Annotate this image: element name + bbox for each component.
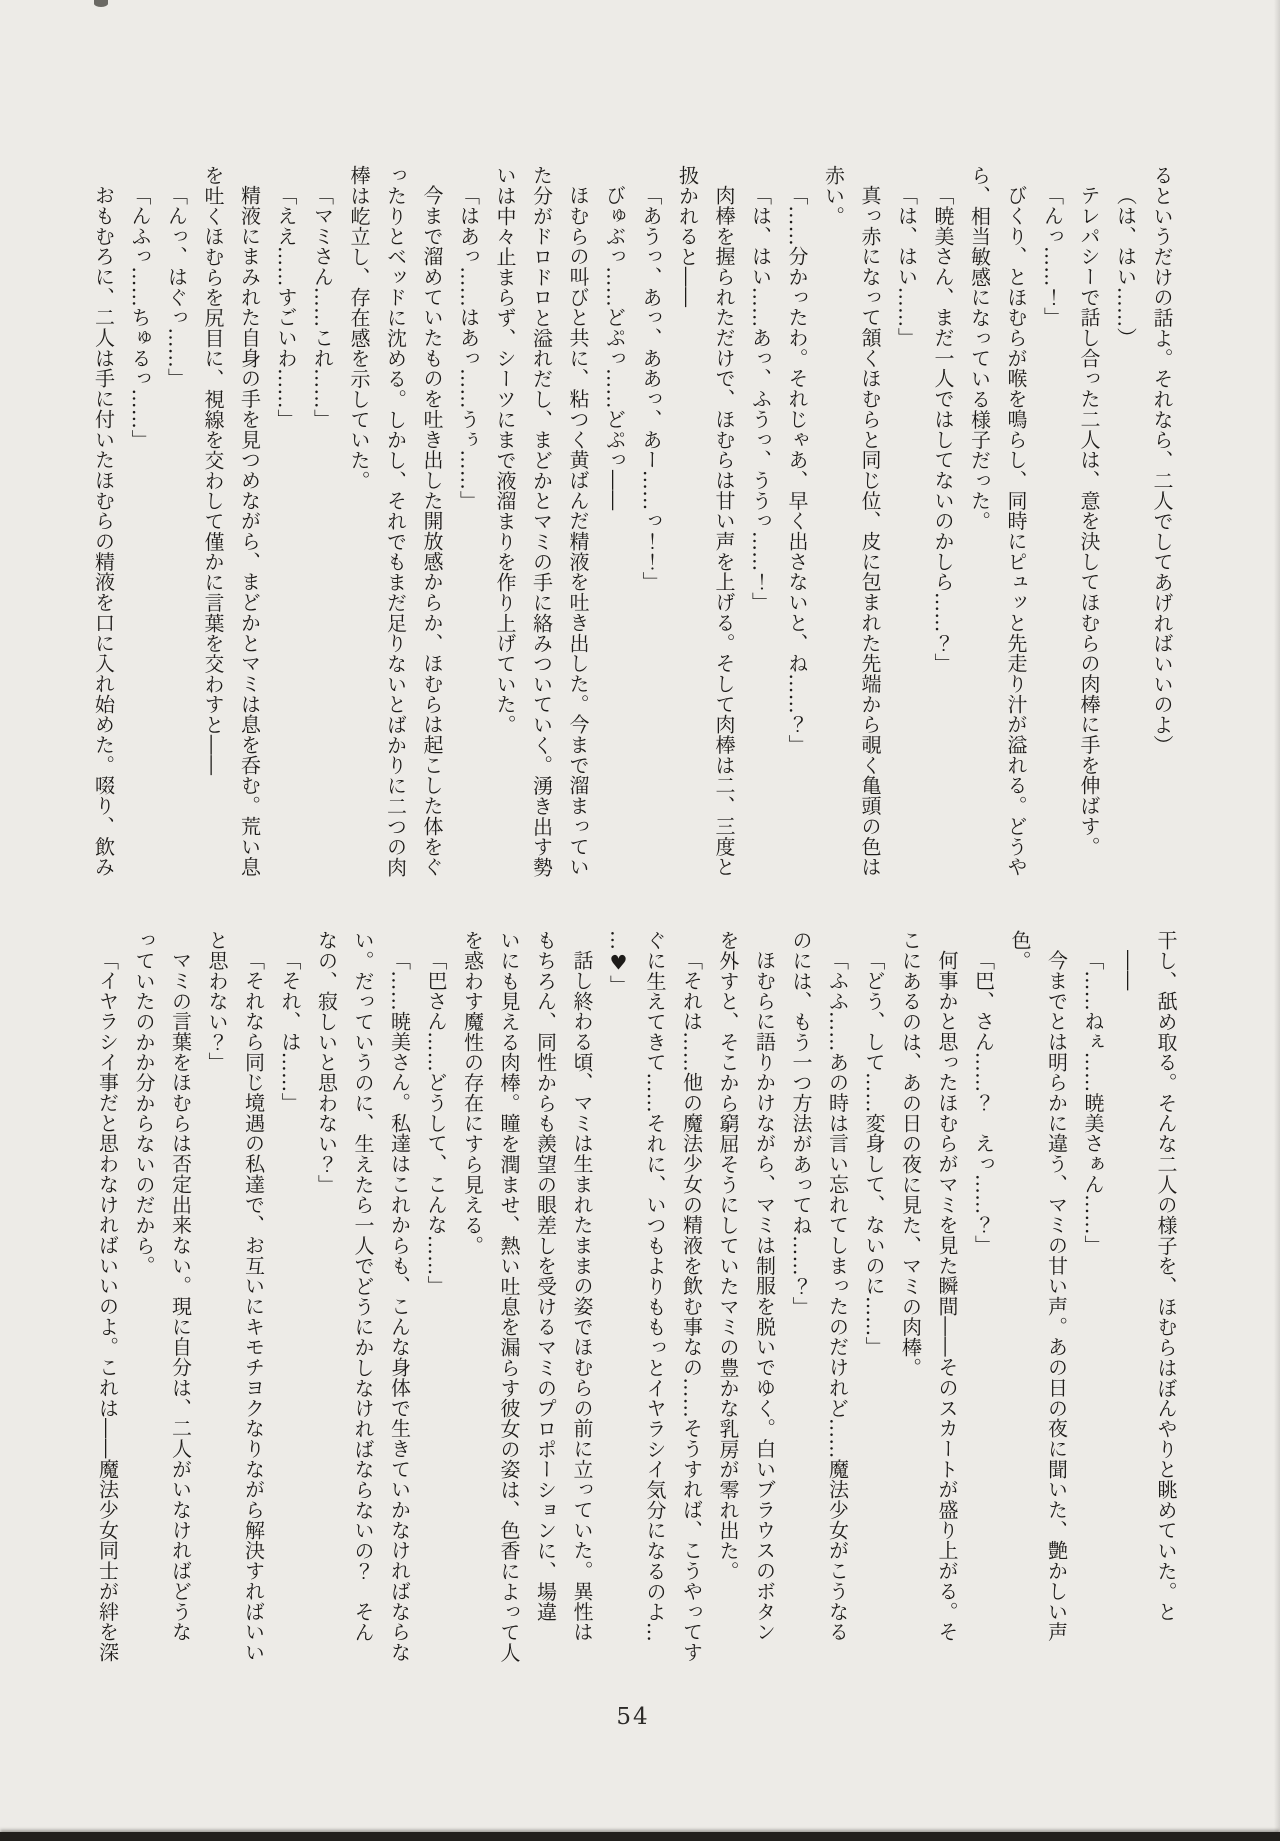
- text-column: マミの言葉をほむらは否定出来ない。現に自分は、二人がいなければどうな: [168, 950, 193, 1642]
- text-column: 「それなら同じ境遇の私達で、お互いにキモチヨクなりながら解決すればいい: [241, 950, 266, 1663]
- text-column: 肉棒を握られただけで、ほむらは甘い声を上げる。そして肉棒は二、三度と: [712, 185, 736, 877]
- text-column: 「んふっ……ちゅるっ……」: [128, 185, 152, 450]
- text-column: 精液にまみれた自身の手を見つめながら、まどかとマミは息を呑む。荒い息: [237, 185, 262, 877]
- text-column: 「巴、さん……？ えっ……？」: [971, 950, 996, 1256]
- text-column: 色。: [1008, 930, 1032, 971]
- text-column: 干し、舐め取る。そんな二人の様子を、ほむらはぼんやりと眺めていた。と: [1154, 930, 1178, 1622]
- text-column: るというだけの話よ。それなら、二人でしてあげればいいのよ）: [1150, 165, 1174, 756]
- text-column: 「ええ……すごいわ……」: [274, 185, 298, 430]
- text-column: いは中々止まらず、シーツにまで液溜まりを作り上げていた。: [493, 165, 517, 735]
- text-column: 何事かと思ったほむらがマミを見た瞬間――そのスカートが盛り上がる。そ: [935, 950, 959, 1642]
- text-column: っていたのかか分からないのだから。: [132, 930, 156, 1276]
- text-column: 赤い。: [821, 165, 846, 227]
- text-column: を吐くほむらを尻目に、視線を交わして僅かに言葉を交わすと――: [201, 165, 225, 776]
- text-column: 真っ赤になって頷くほむらと同じ位、皮に包まれた先端から覗く亀頭の色は: [858, 185, 882, 877]
- text-column: 「ふふ……あの時は言い忘れてしまったのだけれど……魔法少女がこうなる: [825, 950, 850, 1642]
- text-column: いにも見える肉棒。瞳を潤ませ、熱い吐息を漏らす彼女の姿は、色香によって人: [497, 930, 521, 1663]
- text-column: 棒は屹立し、存在感を示していた。: [347, 165, 371, 491]
- text-column: い。だっていうのに、生えたら一人でどうにかしなければならないの？ そん: [351, 930, 375, 1643]
- text-column: 「は、はい……」: [894, 185, 919, 348]
- scan-edge-right: [1274, 0, 1280, 1841]
- text-column: テレパシーで話し合った二人は、意を決してほむらの肉棒に手を伸ばす。: [1077, 185, 1101, 857]
- text-column: 「んっ、はぐっ……」: [164, 185, 189, 389]
- text-column: 扱かれると――: [675, 165, 700, 308]
- text-column: 「マミさん……これ……」: [310, 185, 335, 430]
- text-column: と思わない？」: [205, 930, 229, 1073]
- scan-speck-top-left: [94, 0, 108, 7]
- text-column: のには、もう一つ方法があってね……？」: [789, 930, 813, 1317]
- text-column: びゅぶっ……どぷっ……どぷっ――: [602, 185, 627, 511]
- text-block-bottom: [88, 930, 1184, 1670]
- text-column: 「……分かったわ。それじゃあ、早く出さないと、ね……？」: [785, 185, 809, 755]
- text-column: …♥」: [606, 930, 631, 996]
- text-column: 「……ねぇ……暁美さぁん……」: [1081, 950, 1105, 1256]
- text-column: なの、寂しいと思わない？」: [314, 930, 339, 1195]
- text-column: 今まで溜めていたものを吐き出した開放感からか、ほむらは起こした体をぐ: [420, 185, 444, 877]
- text-column: を外すと、そこから窮屈そうにしていたマミの豊かな乳房が零れ出た。: [716, 930, 740, 1582]
- text-column: こにあるのは、あの日の夜に見た、マミの肉棒。: [898, 930, 923, 1378]
- text-column: た分がドロドロと溢れだし、まどかとマミの手に絡みついていく。湧き出す勢: [529, 165, 554, 878]
- scan-edge-bottom: [0, 1832, 1280, 1841]
- text-column: もちろん、同性からも羨望の眼差しを受けるマミのプロポーションに、場違: [533, 930, 558, 1622]
- text-column: 「巴さん……どうして、こんな……」: [424, 950, 448, 1296]
- text-column: ら、相当敏感になっている様子だった。: [967, 165, 992, 532]
- text-column: ほむらの叫びと共に、粘つく黄ばんだ精液を吐き出した。今まで溜まってい: [566, 185, 590, 877]
- text-column: 「暁美さん、まだ一人ではしてないのかしら……？」: [931, 185, 955, 674]
- text-block-top: [84, 165, 1180, 877]
- text-column: 「どう、して……変身して、ないのに……」: [862, 950, 886, 1357]
- page-number: 54: [616, 1704, 650, 1730]
- text-column: 今までとは明らかに違う、マミの甘い声。あの日の夜に聞いた、艶かしい声: [1044, 950, 1069, 1642]
- text-column: 「はあっ……はあっ……うぅ……」: [456, 185, 481, 511]
- text-column: ったりとベッドに沈める。しかし、それでもまだ足りないとばかりに二つの肉: [383, 165, 408, 878]
- text-column: （は、はい……）: [1113, 185, 1138, 348]
- text-column: ――: [1117, 950, 1142, 991]
- text-column: 話し終わる頃、マミは生まれたままの姿でほむらの前に立っていた。異性は: [570, 950, 594, 1642]
- text-column: 「あうっ、あっ、ああっ、あー……っ！！」: [639, 185, 663, 592]
- text-column: ほむらに語りかけながら、マミは制服を脱いでゆく。白いブラウスのボタン: [752, 950, 777, 1642]
- text-column: 「それは……他の魔法少女の精液を飲む事なの……そうすれば、こうやってす: [679, 950, 704, 1663]
- text-column: 「は、はい……あっ、ふうっ、ううっ……！」: [748, 185, 773, 613]
- text-column: ぐに生えてきて……それに、いつもよりももっとイヤラシイ気分になるのよ…: [643, 930, 667, 1643]
- text-column: 「……暁美さん。私達はこれからも、こんな身体で生きていかなければならな: [387, 950, 412, 1663]
- text-column: を惑わす魔性の存在にすら見える。: [460, 930, 485, 1256]
- text-column: 「んっ……！」: [1040, 185, 1065, 328]
- text-column: びくり、とほむらが喉を鳴らし、同時にピュッと先走り汁が溢れる。どうや: [1004, 185, 1028, 877]
- text-column: おもむろに、二人は手に付いたほむらの精液を口に入れ始めた。啜り、飲み: [91, 185, 116, 877]
- text-column: 「イヤラシイ事だと思わなければいいのよ。これは――魔法少女同士が絆を深: [95, 950, 120, 1663]
- text-column: 「それ、は……」: [278, 950, 302, 1113]
